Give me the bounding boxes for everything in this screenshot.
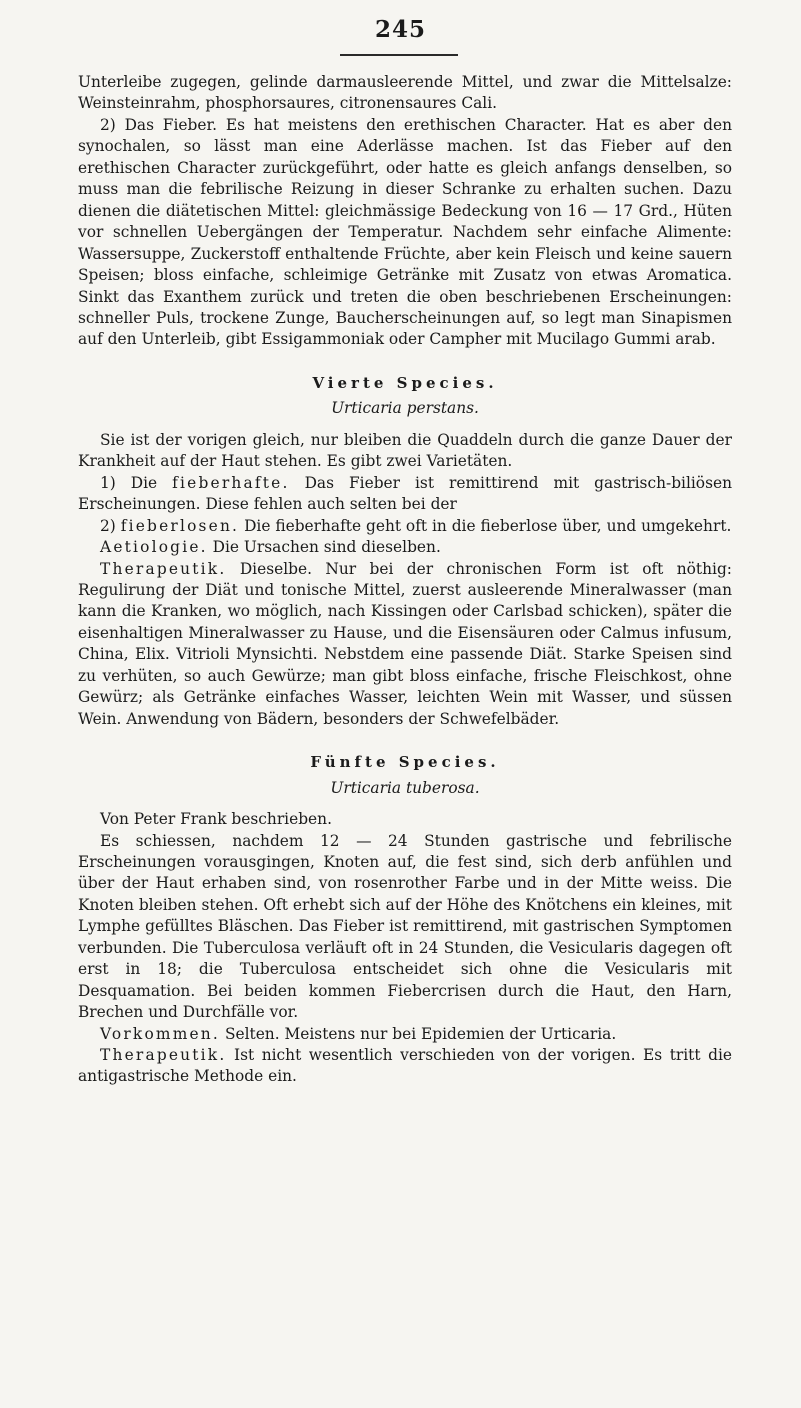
paragraph-perstans-intro: Sie ist der vorigen gleich, nur bleiben die Quaddeln durch die ganze Dauer der Krankheit auf der Haut stehen. Es gibt zwei Varietäten. xyxy=(78,430,732,471)
variety-1-term: fieberhafte. xyxy=(172,473,290,492)
paragraph-tuberosa-desc: Es schiessen, nachdem 12 — 24 Stunden gastrische und febrilische Erscheinungen vorausgingen, Knoten auf, die fest sind, sich derb anfühlen und über der Haut erhaben sind, von rosenrother Farbe und in der Mitte weiss. Die Knoten bleiben stehen. Oft erhebt sich auf der Höhe des Knötchens ein kleines, mit Lymphe gefülltes Bläschen. Das Fieber ist remittirend, mit gastrischen Symptomen verbunden. Die Tuberculosa verläuft oft in 24 Stunden, die Vesicularis dagegen oft erst in 18; die Tuberculosa entscheidet sich ohne die Vesicularis mit Desquamation. Bei beiden kommen Fiebercrisen durch die Haut, den Harn, Brechen und Durchfälle vor. xyxy=(78,831,732,1022)
variety-2-term: fieberlosen. xyxy=(120,516,240,535)
section-subtitle-perstans: Urticaria perstans. xyxy=(331,399,479,418)
section-subtitle-tuberosa: Urticaria tuberosa. xyxy=(330,778,480,797)
paragraph-frank: Von Peter Frank beschrieben. xyxy=(100,810,332,829)
section-heading-vierte: Vierte Species. xyxy=(312,373,498,392)
paragraph-1: Unterleibe zugegen, gelinde darmausleerende Mittel, und zwar die Mittelsalze: Weinsteinrahm, phosphorsaures, citronensaures Cali. xyxy=(78,73,732,113)
therapeutik-5-text: Ist nicht wesentlich verschieden von der vorigen. Es tritt die antigastrische Methode ein. xyxy=(78,1046,732,1086)
paragraph-fever: 2) Das Fieber. Es hat meistens den erethischen Character. Hat es aber den synochalen, so lässt man eine Aderlässe machen. Ist das Fieber auf den erethischen Character zurückgeführt, oder hatte es gleich anfangs denselben, so muss man die febrilische Reizung in dieser Schranke zu erhalten suchen. Dazu dienen die diätetischen Mittel: gleichmässige Bedeckung von 16 — 17 Grd., Hüten vor schnellen Uebergängen der Temperatur. Nachdem sehr einfache Alimente: Wassersuppe, Zuckerstoff enthaltende Früchte, aber kein Fleisch und keine sauern Speisen; bloss einfache, schleimige Getränke mit Zusatz von etwas Aromatica. Sinkt das Exanthem zurück und treten die oben beschriebenen Erscheinungen: schneller Puls, trockene Zunge, Baucherscheinungen auf, so legt man Sinapismen auf den Unterleib, gibt Essigammoniak oder Campher mit Mucilago Gummi arab. xyxy=(78,115,732,349)
page-number-rule xyxy=(340,54,458,56)
section-heading-fuenfte: Fünfte Species. xyxy=(310,753,500,772)
page-body xyxy=(78,72,732,1088)
paragraph-aetiologie xyxy=(78,537,732,558)
paragraph-therapeutik-5 xyxy=(78,1045,732,1088)
variety-1-text: Das Fieber ist remittirend mit gastrisch-biliösen Erscheinungen. Diese fehlen auch selten bei der xyxy=(78,473,732,514)
vorkommen-term: Vorkommen. xyxy=(100,1024,221,1043)
paragraph-variety-1 xyxy=(78,473,732,516)
therapeutik-4-text: Dieselbe. Nur bei der chronischen Form ist oft nöthig: Regulirung der Diät und tonische Mittel, zuerst ausleerende Mineralwasser (man kann die Kranken, wo möglich, nach Kissingen oder Carlsbad schicken), später die eisenhaltigen Mineralwasser zu Hause, und die Eisensäuren oder Calmus infusum, China, Elix. Vitrioli Mynsichti. Nebstdem eine passende Diät. Starke Speisen sind zu verhüten, so auch Gewürze; man gibt bloss einfache, frische Fleischkost, ohne Gewürz; als Getränke einfaches Wasser, leichten Wein mit Wasser, und süssen Wein. Anwendung von Bädern, besonders der Schwefelbäder. xyxy=(78,559,732,728)
variety-2-number: 2) xyxy=(100,516,116,535)
page-number: 245 xyxy=(374,16,426,43)
variety-2-text: Die fieberhafte geht oft in die fieberlose über, und umgekehrt. xyxy=(244,516,732,535)
vorkommen-text: Selten. Meistens nur bei Epidemien der Urticaria. xyxy=(224,1024,617,1043)
therapeutik-4-term: Therapeutik. xyxy=(100,559,227,578)
paragraph-therapeutik-4 xyxy=(78,559,732,731)
aetiologie-text: Die Ursachen sind dieselben. xyxy=(212,538,441,557)
therapeutik-5-term: Therapeutik. xyxy=(100,1046,227,1065)
paragraph-variety-2 xyxy=(78,516,732,537)
variety-1-number: 1) Die xyxy=(100,473,158,492)
paragraph-vorkommen xyxy=(78,1024,732,1045)
aetiologie-term: Aetiologie. xyxy=(100,538,208,557)
